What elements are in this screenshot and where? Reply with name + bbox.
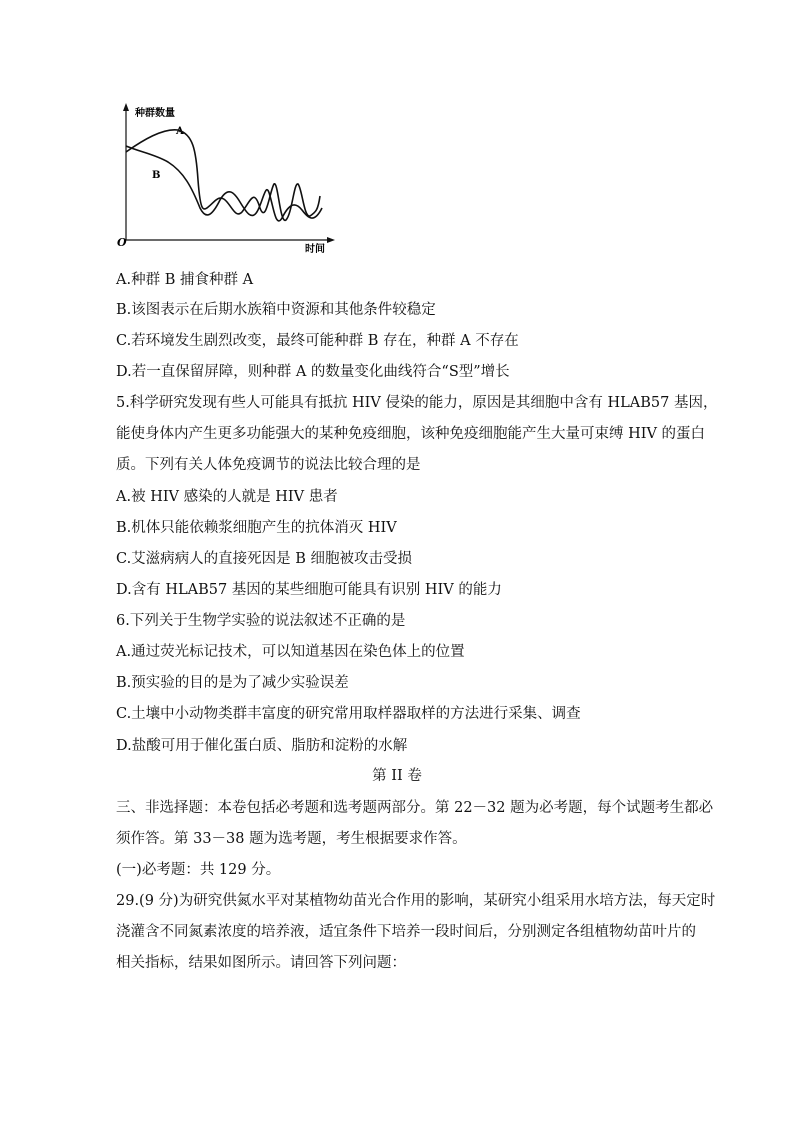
q29-line-3: 相关指标，结果如图所示。请回答下列问题： [116, 955, 406, 971]
y-axis-label: 种群数量 [135, 108, 175, 119]
q5-stem-line-2: 能使身体内产生更多功能强大的某种免疫细胞，该种免疫细胞能产生大量可束缚 HIV 的蛋白 [116, 426, 706, 442]
required-questions-note: (一)必考题：共 129 分。 [116, 862, 281, 878]
part-2-title: 第 II 卷 [372, 768, 422, 784]
q4-option-a: A.种群 B 捕食种群 A [116, 272, 254, 288]
y-axis-arrow-icon [123, 103, 129, 111]
curve-a-label: A [176, 126, 184, 137]
q29-line-2: 浇灌含不同氮素浓度的培养液，适宜条件下培养一段时间后，分别测定各组植物幼苗叶片的 [116, 924, 696, 940]
q4-option-d: D.若一直保留屏障，则种群 A 的数量变化曲线符合“S型”增长 [116, 364, 510, 380]
q4-option-c: C.若环境发生剧烈改变，最终可能种群 B 存在，种群 A 不存在 [116, 333, 519, 349]
q5-option-a: A.被 HIV 感染的人就是 HIV 患者 [116, 489, 338, 505]
origin-label: O [117, 236, 127, 249]
q6-option-c: C.土壤中小动物类群丰富度的研究常用取样器取样的方法进行采集、调查 [116, 706, 581, 722]
q4-option-b: B.该图表示在后期水族箱中资源和其他条件较稳定 [116, 302, 436, 318]
q29-line-1: 29.(9 分)为研究供氮水平对某植物幼苗光合作用的影响，某研究小组采用水培方法，每天定时 [116, 893, 716, 909]
x-axis-arrow-icon [327, 237, 335, 243]
q5-option-d: D.含有 HLAB57 基因的某些细胞可能具有识别 HIV 的能力 [116, 582, 502, 598]
q5-option-c: C.艾滋病病人的直接死因是 B 细胞被攻击受损 [116, 551, 413, 567]
q5-option-b: B.机体只能依赖浆细胞产生的抗体消灭 HIV [116, 520, 397, 536]
population-chart [108, 100, 338, 260]
section-3-line-1: 三、非选择题：本卷包括必考题和选考题两部分。第 22－32 题为必考题，每个试题考生都必 [116, 800, 714, 816]
q5-stem-line-3: 质。下列有关人体免疫调节的说法比较合理的是 [116, 457, 421, 473]
q6-option-d: D.盐酸可用于催化蛋白质、脂肪和淀粉的水解 [116, 738, 408, 754]
x-axis-label: 时间 [305, 244, 325, 255]
q6-stem: 6.下列关于生物学实验的说法叙述不正确的是 [116, 613, 406, 629]
section-3-line-2: 须作答。第 33－38 题为选考题，考生根据要求作答。 [116, 831, 467, 847]
curve-b [126, 146, 322, 221]
q5-stem-line-1: 5.科学研究发现有些人可能具有抵抗 HIV 侵染的能力，原因是其细胞中含有 HLAB57 基因， [116, 395, 718, 411]
q6-option-a: A.通过荧光标记技术，可以知道基因在染色体上的位置 [116, 644, 465, 660]
population-figure [108, 100, 338, 260]
curve-b-label: B [152, 170, 161, 181]
q6-option-b: B.预实验的目的是为了减少实验误差 [116, 675, 349, 691]
